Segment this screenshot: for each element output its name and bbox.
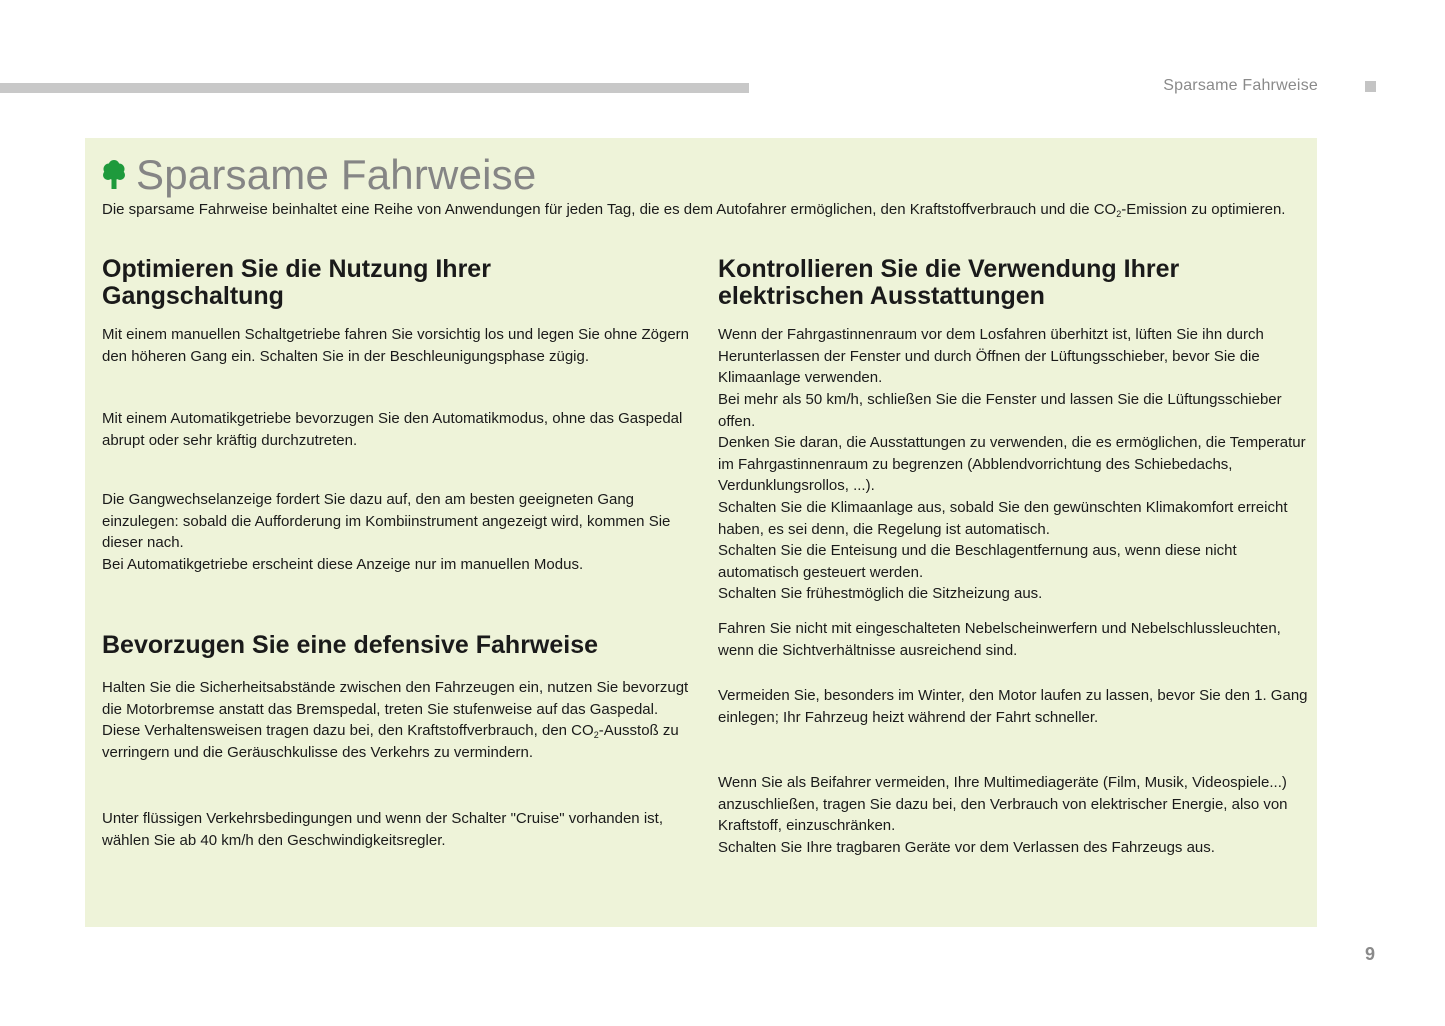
paragraph: Fahren Sie nicht mit eingeschalteten Nebelscheinwerfern und Nebelschlussleuchten, wenn die Sichtverhältnisse ausreichend sind. (718, 620, 1281, 659)
intro-text: Die sparsame Fahrweise beinhaltet eine Reihe von Anwendungen für jeden Tag, die es dem Autofahrer ermöglichen, den Kraftstoffverbrauch und die CO (102, 201, 1117, 218)
paragraph: Unter flüssigen Verkehrsbedingungen und wenn der Schalter "Cruise" vorhanden ist, wählen Sie ab 40 km/h den Geschwindigkeitsregler. (102, 810, 663, 849)
subscript: 2 (1116, 209, 1122, 219)
heading-line: Gangschaltung (102, 282, 284, 310)
paragraph: Schalten Sie die Enteisung und die Beschlagentfernung aus, wenn diese nicht automatisch gesteuert werden. (718, 542, 1237, 581)
paragraph: Bei Automatikgetriebe erscheint diese Anzeige nur im manuellen Modus. (102, 556, 584, 573)
paragraph: Wenn der Fahrgastinnenraum vor dem Losfahren überhitzt ist, lüften Sie ihn durch Herunterlassen der Fenster und durch Öffnen der Lüftungsschieber, bevor Sie die Klimaanlage verwenden. (718, 326, 1264, 387)
subscript: 2 (593, 730, 599, 741)
header-rule (0, 83, 749, 93)
paragraph: Wenn Sie als Beifahrer vermeiden, Ihre Multimediageräte (Film, Musik, Videospiele...) anzuschließen, tragen Sie dazu bei, den Verbrauch von elektrischer Energie, also von Kraftstoff, einzuschränken. (718, 774, 1288, 835)
paragraph: Bei mehr als 50 km/h, schließen Sie die Fenster und lassen Sie die Lüftungsschieber offen. (718, 391, 1282, 430)
paragraph: Mit einem manuellen Schaltgetriebe fahren Sie vorsichtig los und legen Sie ohne Zögern den höheren Gang ein. Schalten Sie in der Beschleunigungsphase zügig. (102, 326, 690, 365)
section-heading-defensive: Bevorzugen Sie eine defensive Fahrweise (102, 631, 599, 659)
paragraph: Mit einem Automatikgetriebe bevorzugen Sie den Automatikmodus, ohne das Gaspedal abrupt oder sehr kräftig durchzutreten. (102, 410, 683, 449)
paragraph: Denken Sie daran, die Ausstattungen zu verwenden, die es ermöglichen, die Temperatur im Fahrgastinnenraum zu begrenzen (Abblendvorrichtung des Schiebedachs, Verdunklungsrollos, ...). (718, 434, 1306, 495)
header-square-marker (1365, 81, 1376, 92)
paragraph: Schalten Sie die Klimaanlage aus, sobald Sie den gewünschten Klimakomfort erreicht haben, es sei denn, die Regelung ist automatisch. (718, 499, 1288, 538)
tree-icon (102, 160, 126, 190)
intro-paragraph (102, 199, 1297, 221)
left-column (102, 255, 692, 849)
title-row (102, 150, 536, 200)
page-title: Sparsame Fahrweise (136, 151, 537, 198)
section-heading-electrical (718, 256, 1308, 310)
paragraph: Schalten Sie frühestmöglich die Sitzheizung aus. (718, 585, 1043, 602)
paragraph: Schalten Sie Ihre tragbaren Geräte vor dem Verlassen des Fahrzeugs aus. (718, 839, 1215, 856)
heading-line: Optimieren Sie die Nutzung Ihrer (102, 255, 491, 283)
paragraph-text: -Ausstoß zu verringern und die Geräuschkulisse des Verkehrs zu vermindern. (102, 722, 679, 762)
running-header-title: Sparsame Fahrweise (1163, 77, 1318, 94)
paragraph: Vermeiden Sie, besonders im Winter, den Motor laufen zu lassen, bevor Sie den 1. Gang einlegen; Ihr Fahrzeug heizt während der Fahrt schneller. (718, 687, 1308, 726)
page-number: 9 (1365, 944, 1376, 964)
paragraph: Die Gangwechselanzeige fordert Sie dazu auf, den am besten geeigneten Gang einzulegen: sobald die Aufforderung im Kombiinstrument angezeigt wird, kommen Sie dieser nach. (102, 491, 671, 552)
heading-line: Kontrollieren Sie die Verwendung Ihrer (718, 255, 1180, 283)
content-panel (85, 138, 1317, 927)
heading-line: elektrischen Ausstattungen (718, 282, 1045, 310)
right-column (718, 255, 1308, 856)
paragraph (102, 677, 692, 764)
intro-text-end: -Emission zu optimieren. (1121, 201, 1286, 218)
paragraph-text: Halten Sie die Sicherheitsabstände zwischen den Fahrzeugen ein, nutzen Sie bevorzugt die Motorbremse anstatt das Bremspedal, treten Sie stufenweise auf das Gaspedal. Diese Verhaltensweisen tragen dazu bei, den Kraftstoffverbrauch, den CO (102, 679, 689, 740)
section-heading-gear (102, 256, 692, 310)
